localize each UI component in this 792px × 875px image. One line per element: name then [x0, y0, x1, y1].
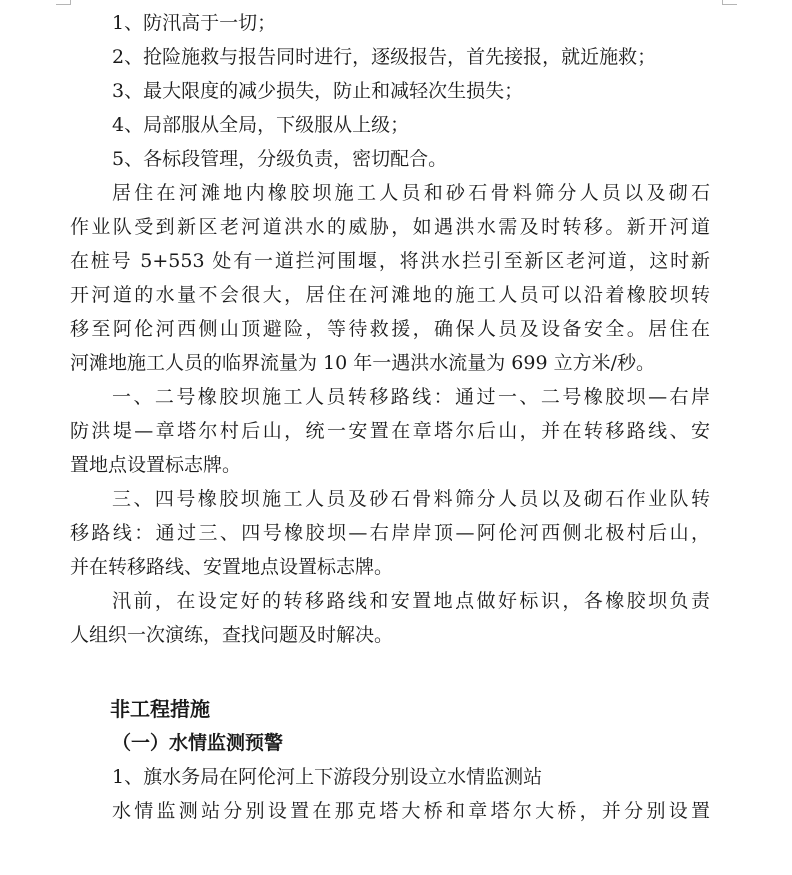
paragraph-line: 作业队受到新区老河道洪水的威胁，如遇洪水需及时转移。新开河道	[70, 216, 710, 238]
paragraph-line: 居住在河滩地内橡胶坝施工人员和砂石骨料筛分人员以及砌石	[112, 182, 710, 204]
list-item: 1、旗水务局在阿伦河上下游段分别设立水情监测站	[112, 766, 543, 788]
subsection-heading: （一）水情监测预警	[112, 732, 284, 754]
paragraph-line: 置地点设置标志牌。	[70, 454, 242, 476]
paragraph-line: 移至阿伦河西侧山顶避险，等待救援，确保人员及设备安全。居住在	[70, 318, 710, 340]
section-spacer	[70, 652, 710, 692]
document-body	[70, 6, 710, 828]
paragraph-line: 河滩地施工人员的临界流量为 10 年一遇洪水流量为 699 立方米/秒。	[70, 352, 656, 374]
paragraph-line: 移路线：通过三、四号橡胶坝—右岸岸顶—阿伦河西侧北极村后山，	[70, 522, 710, 544]
principle-item: 1、防汛高于一切；	[112, 12, 277, 34]
section-heading: 非工程措施	[110, 697, 210, 721]
principle-item: 2、抢险施救与报告同时进行，逐级报告，首先接报，就近施救；	[112, 46, 657, 68]
paragraph-line: 在桩号 5+553 处有一道拦河围堰，将洪水拦引至新区老河道，这时新	[70, 250, 710, 272]
paragraph-line: 一、二号橡胶坝施工人员转移路线：通过一、二号橡胶坝—右岸	[112, 386, 710, 408]
paragraph-line: 开河道的水量不会很大，居住在河滩地的施工人员可以沿着橡胶坝转	[70, 284, 710, 306]
principle-item: 4、局部服从全局，下级服从上级；	[112, 114, 410, 136]
margin-corner-mark-right	[722, 0, 737, 5]
margin-corner-mark-left	[56, 0, 71, 5]
paragraph-line: 人组织一次演练，查找问题及时解决。	[70, 624, 394, 646]
paragraph-line: 汛前，在设定好的转移路线和安置地点做好标识，各橡胶坝负责	[112, 590, 710, 612]
paragraph-line: 水情监测站分别设置在那克塔大桥和章塔尔大桥，并分别设置	[112, 800, 710, 822]
paragraph-line: 防洪堤—章塔尔村后山，统一安置在章塔尔后山，并在转移路线、安	[70, 420, 710, 442]
paragraph-line: 三、四号橡胶坝施工人员及砂石骨料筛分人员以及砌石作业队转	[112, 488, 710, 510]
principle-item: 5、各标段管理，分级负责，密切配合。	[112, 148, 448, 170]
principle-item: 3、最大限度的减少损失，防止和减轻次生损失；	[112, 80, 524, 102]
paragraph-line: 并在转移路线、安置地点设置标志牌。	[70, 556, 394, 578]
